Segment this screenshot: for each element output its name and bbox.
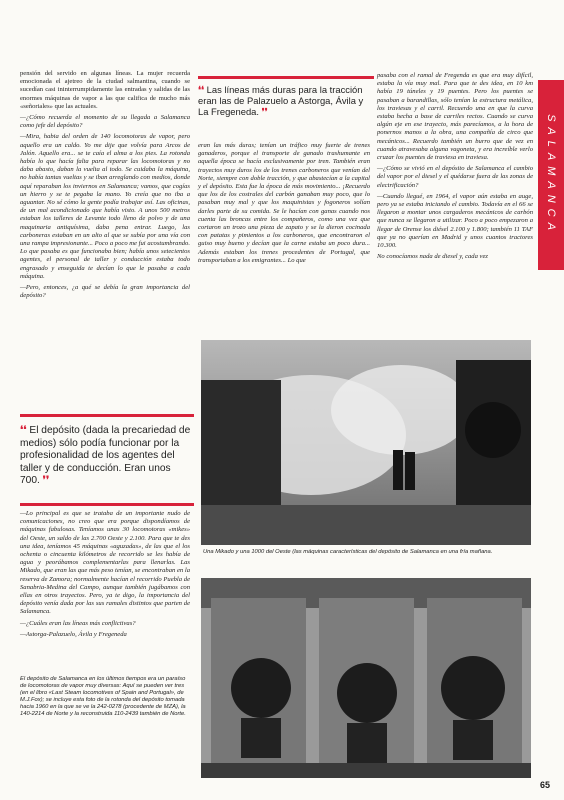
interview-answer-2: —Lo principal es que se trataba de un importante nudo de comunicaciones, no creo que era porque dispondíamos de máquinas fabulosas. Teníamos unas 30 locomotoras «mikes» del Oeste, un saldo de las 2.700 Oeste y 2.100. Para que te des una idea, teníamos 45 máquinas «aguzadas», de las que el los ochenta o cincuenta kilómetros de recorrido se les había de agua y peorábamos complementarlas para llenarlas. Las Mikado, que eran las que más peso tenían, se encontraban en la reserva de Zamora; normalmente hacían el recorrido Puebla de Sanabria-Medina del Campo, aunque también jugábamos con ellas en otros trayectos. Pero, ya te digo, la importancia del depósito venía dada por las sus ramales distintos que parten de Salamanca. [20,510,190,616]
column-2-text: eran las más duras; tenían un tráfico muy fuerte de trenes ganaderos, porque el transporte de ganado trashumante en aquella época se hacía exclusivamente por tren. También eran trayectos muy duros los de los trenes carboneros que venían del Norte, siempre con doble tracción, y que abastecían a la capital y el depósito. Esta fue la época de más movimiento... ¡Recuerdo que los de los costrales del carbón ganaban muy poco, que lo pasaban muy mal y que los maquinistas y fogoneros solían darles parte de su comida. Se le hacían con ganas cuando nos cuenta las broncas entre los compañeros, como una vez que cortaron un trozo una pieza de zapato y se la dieron cocinada con patatas y pimientos a los carboneros, que encontraron el guiso muy bueno y decían que la carne estaba un poco dura... Además estaban los trenes procedentes de Portugal, que transportaban a los emigrantes... Lo que [198,142,370,264]
pull-quote-2: ❛❛ El depósito (dada la precariedad de medios) sólo podía funcionar por la profesionalidad de los agentes del taller y de conducción. Eran unos 700. ❜❜ [20,425,191,486]
column-3 [377,72,533,264]
page-number: 65 [539,780,550,790]
quote2-rule [20,414,194,417]
interview-question-3: —¿Cuáles eran las líneas más conflictivas? [20,619,136,627]
interview-answer-3: —Astorga-Palazuelo, Ávila y Fregeneda [20,630,127,638]
column-1-bottom [20,510,190,642]
photo-locomotives-steam [201,340,531,545]
column-1-top [20,70,190,303]
interview-answer-1: —Mira, habia del orden de 140 locomotoras de vapor, pero aquello era un caldo. Yo me dije que volvía para Arcos de Jalón. Aquello era... se te caía el alma a los pies. La rotonda había lo que hacía falta para reparar las locomotoras y no daba abasto, daban la vuelta al todo. Se cuidaba la máquina, no había tantas vueltas y se iban arreglando con medios, donde aquí reparaban los inviernos en Salamanca; vamos, que cogías un hierro y se te pegaba la mano. Yo creía que no iba a aguantar. No sé cómo la gente podía trabajar así. Las oficinas, de un mal acondicionado que había visto. A unos 500 metros estaban los talleres de Levante todo lleno de polvo y de una maquinaria antiquísima, daba pena entrar. Luego, las carboneras estaban en un alto al que se subía por una vía con una rampa impresionante... Poco a poco me fui acostumbrando. Lo que pasaba es que funcionaba bien; había unos setecientos agentes, el personal de taller y conducción estaba todo engrasado y enseguida te decían lo que le pasaba a cada máquina. [20,133,190,280]
section-tab: SALAMANCA [538,80,564,270]
photo-locomotives-steam-art [201,340,531,545]
close-quote-mark: ❜❜ [261,106,268,118]
quote2-rule-bottom [20,503,194,506]
photo-roundhouse-art [201,578,531,778]
open-quote-mark: ❛❛ [20,425,27,436]
open-quote-mark: ❛❛ [198,84,205,95]
interview-answer-4-tail: No conocíamos nada de diesel y, cada vez [377,253,488,261]
caption-photo-1: Una Mikado y una 1000 del Oeste (las máquinas características del depósito de Salamanca en una fría mañana. [203,549,493,555]
intro-paragraph: pensión del servido en algunas líneas. La mujer recuerda emocionada el ajetreo de la ciudad salmantina, cuando se sucedían casi ininterrumpidamente las entradas y salidas de las enormes máquinas de vapor a las que califica de mucho más «señoriales» que las actuales. [20,70,190,110]
photo-roundhouse [201,578,531,778]
interview-question-1: —¿Cómo recuerda el momento de su llegada a Salamanca como jefe del depósito? [20,114,190,130]
interview-question-2: —Pero, entonces, ¿a qué se debía la gran importancia del depósito? [20,284,190,300]
quote1-rule [198,76,374,79]
caption-photo-2: El depósito de Salamanca en los últimos tiempos era un paraíso de locomotoras de vapor muy diversas: Aquí se pueden ver tres (en el libro «Last Steam locomotives of Spain and Portugal», de M.J.Fox); se incluye esta foto de la rotonda del depósito tomada hacia 1960 en la que se ve la 242-0278 (procedente de MZA), la 140-2214 de Norte y la reconstruida 110-2439 también de Norte. [20,676,186,717]
column-3-text: pasaba con el ramal de Fregenda es que era muy difícil, estaba la vía muy mal. Para que te des idea, en 10 km había 19 túneles y 19 puentes. Pero los puentes se pasaban a barandillas, sólo tenían la estructura metálica, los traviesas y el carril. Recuerdo una en que la curva estaba hecha a base de carriles rectos. Cuando se curva algún eje en ese trayecto, más parecíamos, a la hora de ponernos manos a la obra, una compañía de circo que mecánicos... Recuerdo también un burro que de vez en cuando atravesaba alguna vagoneta, y era increíble verlo cruzar los puentes de traviesa en traviesa. [377,72,533,162]
interview-question-4: —¿Cómo se vivió en el depósito de Salamanca el cambio del vapor por el diesel y el quédarse fuera de las zonas de electrificación? [377,165,533,189]
column-2 [198,142,370,268]
pull-quote-1: ❛❛ Las líneas más duras para la tracción eran las de Palazuelo a Astorga, Ávila y La Fregeneda. ❜❜ [198,84,364,118]
interview-answer-4: —Cuando llegué, en 1964, el vapor aún estaba en auge, pero ya se estaba iniciando el cambio. Todavía en el 66 se llegaron a montar unos cargaderos mecánicos de carbón que nunca se llegaron a utilizar. Poco a poco empezaron a llegar de Orense los diésel 2.100 y 1.800; también 11 TAF que ya no querían en Madrid y unos cuantos tractores 10.300. [377,192,533,250]
close-quote-mark: ❜❜ [42,475,50,486]
